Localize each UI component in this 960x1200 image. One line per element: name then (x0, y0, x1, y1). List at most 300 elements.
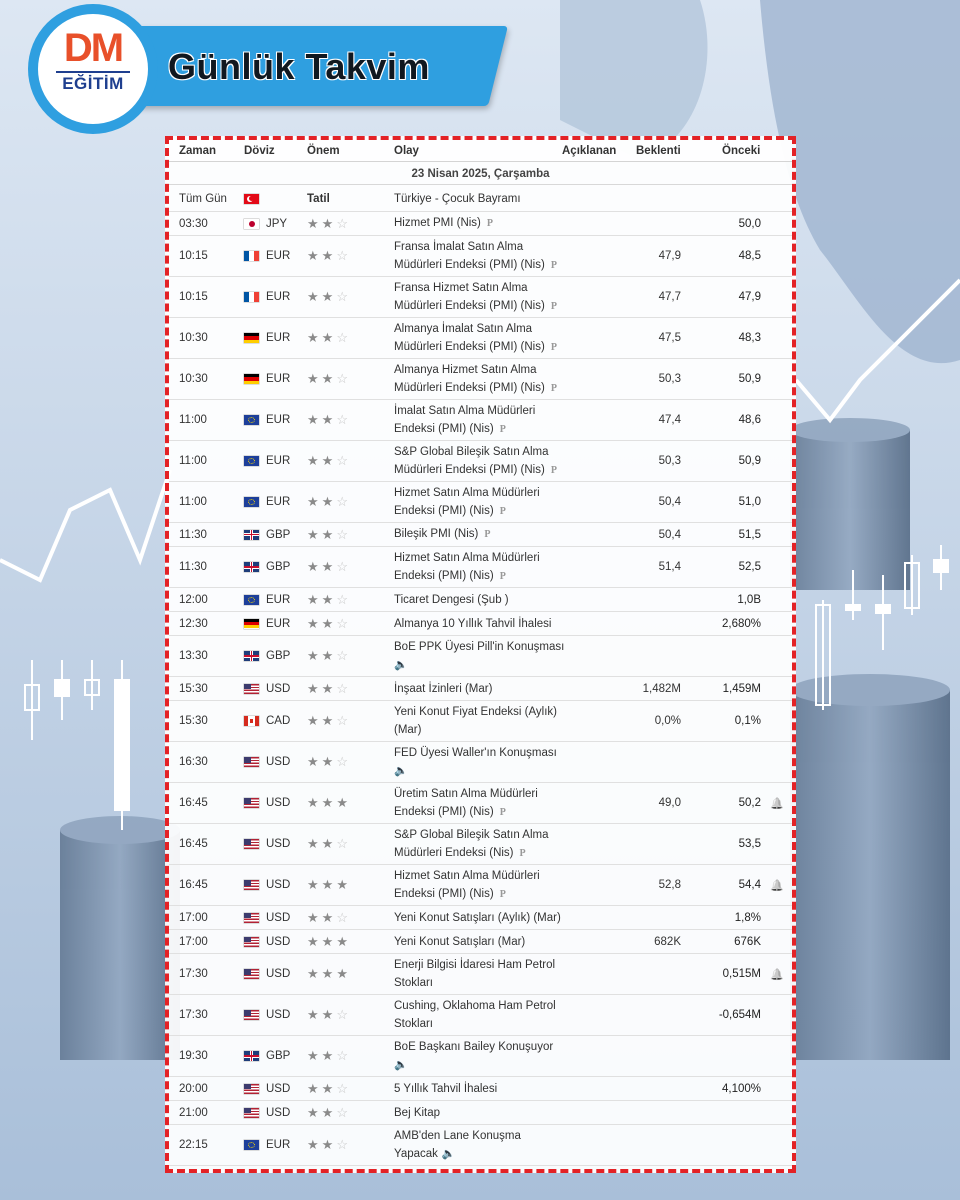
row-previous: 1,0B (737, 593, 761, 606)
row-event[interactable] (394, 400, 569, 440)
flag-icon (244, 456, 259, 466)
star-icon: ★ (321, 215, 334, 231)
event-text[interactable]: Bej Kitap (394, 1106, 441, 1119)
calendar-row[interactable] (169, 236, 792, 277)
row-currency: EUR (266, 332, 291, 344)
flag-icon (244, 757, 259, 767)
row-time: Tüm Gün (179, 192, 227, 205)
star-icon: ★ (321, 795, 334, 810)
country-flag-icon (244, 186, 264, 211)
row-event[interactable] (394, 359, 569, 399)
event-text[interactable]: İnşaat İzinleri (Mar) (394, 682, 493, 695)
star-icon: ☆ (336, 330, 348, 345)
star-icon: ★ (321, 1137, 334, 1152)
row-currency: EUR (266, 291, 291, 303)
event-text[interactable]: Müdürleri Endeksi (Nis) P (394, 846, 526, 859)
event-text[interactable]: Yeni Konut Satışları (Mar) (394, 935, 526, 948)
row-time: 15:30 (179, 715, 208, 727)
row-currency: JPY (266, 217, 288, 230)
calendar-row[interactable] (169, 636, 792, 677)
row-time: 17:00 (179, 935, 208, 948)
row-previous: 2,680% (721, 617, 761, 630)
calendar-row[interactable] (169, 701, 792, 742)
row-event[interactable] (394, 1101, 569, 1124)
row-time: 16:30 (179, 756, 208, 768)
calendar-row[interactable] (169, 588, 792, 612)
row-time: 16:45 (179, 879, 208, 891)
event-text[interactable]: Stokları (394, 977, 433, 989)
preliminary-tag: P (484, 529, 491, 540)
row-event[interactable] (394, 701, 569, 741)
calendar-row[interactable] (169, 865, 792, 906)
star-icon: ★ (307, 559, 319, 574)
event-text[interactable]: Türkiye - Çocuk Bayramı (394, 192, 521, 205)
event-text[interactable]: BoE Başkanı Bailey Konuşuyor (394, 1041, 554, 1053)
star-icon: ☆ (336, 248, 348, 263)
importance-stars (307, 930, 377, 953)
calendar-row[interactable] (169, 783, 792, 824)
row-actual (559, 930, 619, 953)
importance-stars (307, 636, 377, 676)
row-time: 11:30 (179, 561, 207, 573)
star-icon: ★ (307, 648, 319, 663)
importance-stars (307, 906, 377, 929)
calendar-row[interactable] (169, 212, 792, 236)
row-time: 17:30 (179, 968, 208, 980)
flag-icon (244, 1051, 259, 1061)
event-text[interactable]: Müdürleri Endeksi (PMI) (Nis) P (394, 258, 557, 271)
country-flag-icon (244, 277, 264, 317)
flag-icon (244, 798, 259, 808)
calendar-row[interactable] (169, 954, 792, 995)
star-icon: ★ (321, 1007, 334, 1022)
calendar-row[interactable] (169, 612, 792, 636)
calendar-row[interactable] (169, 995, 792, 1036)
col-expected-header[interactable]: Beklenti (636, 145, 681, 157)
event-text[interactable]: Müdürleri Endeksi (PMI) (Nis) P (394, 381, 557, 394)
row-event[interactable] (394, 523, 569, 546)
row-actual (559, 1125, 619, 1165)
row-currency: CAD (266, 715, 291, 727)
star-icon: ★ (307, 289, 319, 304)
star-icon: ☆ (336, 1080, 348, 1096)
row-expected (619, 186, 681, 211)
row-time: 21:00 (179, 1106, 208, 1119)
calendar-row[interactable] (169, 482, 792, 523)
row-time: 11:30 (179, 528, 207, 541)
calendar-row[interactable] (169, 824, 792, 865)
row-previous: 53,5 (738, 838, 761, 850)
row-event[interactable] (394, 865, 569, 905)
col-time-header[interactable]: Zaman (179, 145, 217, 157)
row-previous: 1,8% (734, 911, 761, 924)
star-icon: ★ (307, 526, 319, 542)
row-time: 16:45 (179, 838, 208, 850)
flag-icon (244, 595, 259, 605)
row-event[interactable] (394, 677, 569, 700)
event-text[interactable]: Endeksi (PMI) (Nis) P (394, 422, 506, 435)
importance-stars (307, 783, 377, 823)
star-icon: ★ (321, 680, 334, 696)
calendar-row[interactable] (169, 930, 792, 954)
star-icon: ★ (321, 526, 334, 542)
event-text[interactable]: Yapacak 🔈 (394, 1148, 456, 1160)
importance-stars (307, 482, 377, 522)
star-icon: ★ (307, 836, 319, 851)
star-icon: ★ (321, 909, 334, 925)
preliminary-tag: P (519, 847, 526, 859)
importance-stars (307, 677, 377, 700)
star-icon: ☆ (336, 680, 348, 696)
star-icon: ★ (307, 248, 319, 263)
flag-icon (244, 292, 259, 302)
row-event[interactable] (394, 212, 569, 235)
star-icon: ★ (307, 330, 319, 345)
row-event[interactable] (394, 1036, 569, 1076)
event-text[interactable]: Almanya 10 Yıllık Tahvil İhalesi (394, 617, 552, 630)
event-text[interactable]: BoE PPK Üyesi Pill'in Konuşması (394, 641, 565, 653)
star-icon: ★ (321, 494, 334, 509)
event-text[interactable]: Endeksi (PMI) (Nis) P (394, 569, 506, 582)
col-importance-header[interactable]: Önem (307, 145, 340, 157)
importance-stars (307, 441, 377, 481)
event-text[interactable]: S&P Global Bileşik Satın Alma (394, 828, 549, 841)
row-expected (619, 742, 681, 782)
flag-icon (244, 619, 259, 629)
row-event[interactable] (394, 824, 569, 864)
star-icon: ☆ (336, 1048, 348, 1063)
country-flag-icon (244, 995, 264, 1035)
flag-icon (244, 219, 259, 229)
row-actual (559, 995, 619, 1035)
row-previous: 50,0 (738, 217, 761, 230)
event-text[interactable]: (Mar) (394, 724, 422, 736)
col-currency-header[interactable]: Döviz (244, 145, 275, 157)
row-event[interactable] (394, 277, 569, 317)
star-icon: ☆ (336, 713, 348, 728)
row-expected: 47,4 (658, 414, 681, 426)
economic-calendar (165, 136, 796, 1173)
row-expected: 49,0 (658, 797, 681, 809)
flag-icon (244, 913, 259, 923)
star-icon: ★ (321, 1080, 334, 1096)
row-expected: 50,3 (658, 373, 681, 385)
event-text[interactable]: Müdürleri Endeksi (PMI) (Nis) P (394, 463, 557, 476)
row-currency: GBP (266, 528, 291, 541)
row-previous: 48,6 (738, 414, 761, 426)
calendar-row[interactable] (169, 523, 792, 547)
calendar-row[interactable] (169, 1125, 792, 1166)
importance-stars (307, 1036, 377, 1076)
row-event[interactable] (394, 1077, 569, 1100)
row-currency: EUR (266, 617, 291, 630)
logo (28, 4, 158, 134)
row-currency: USD (266, 935, 291, 948)
row-event[interactable] (394, 930, 569, 953)
calendar-row[interactable] (169, 547, 792, 588)
row-event[interactable] (394, 318, 569, 358)
row-actual (559, 906, 619, 929)
row-currency: USD (266, 968, 291, 980)
row-previous: 54,4 (738, 879, 761, 891)
event-text[interactable]: Yeni Konut Satışları (Aylık) (Mar) (394, 911, 561, 924)
row-actual (559, 612, 619, 635)
country-flag-icon (244, 441, 264, 481)
star-icon: ★ (321, 648, 334, 663)
row-actual (559, 636, 619, 676)
flag-icon (244, 562, 259, 572)
importance-stars (307, 318, 377, 358)
star-icon: ★ (307, 909, 319, 925)
event-text[interactable]: Hizmet PMI (Nis) P (394, 217, 493, 229)
header-badge (28, 4, 488, 134)
star-icon: ★ (307, 453, 319, 468)
star-icon: ☆ (336, 215, 348, 231)
row-actual (559, 186, 619, 211)
star-icon: ☆ (336, 453, 348, 468)
row-event[interactable] (394, 482, 569, 522)
country-flag-icon (244, 701, 264, 741)
calendar-row[interactable] (169, 677, 792, 701)
page-title: Günlük Takvim (168, 46, 430, 87)
preliminary-tag: P (486, 218, 493, 229)
row-event[interactable] (394, 547, 569, 587)
star-icon: ★ (336, 966, 348, 981)
row-expected (619, 824, 681, 864)
row-expected: 52,8 (658, 879, 681, 891)
event-text[interactable]: Hizmet Satın Alma Müdürleri (394, 486, 540, 499)
flag-icon (244, 880, 259, 890)
star-icon: ★ (321, 1048, 334, 1063)
star-icon: ★ (321, 371, 334, 386)
row-actual (559, 318, 619, 358)
bell-icon[interactable]: 🔔 (770, 968, 784, 981)
row-actual (559, 441, 619, 481)
col-actual-header[interactable]: Açıklanan (562, 145, 617, 157)
logo-main-text: DM (63, 26, 123, 70)
row-time: 12:00 (179, 593, 208, 606)
row-time: 03:30 (179, 217, 208, 230)
row-currency: USD (266, 1106, 291, 1119)
star-icon: ★ (307, 591, 319, 607)
bell-icon[interactable]: 🔔 (770, 879, 784, 892)
star-icon: ★ (307, 795, 319, 810)
row-time: 10:15 (179, 291, 208, 303)
calendar-row[interactable] (169, 1101, 792, 1125)
row-time: 10:15 (179, 250, 208, 262)
event-text[interactable]: Bileşik PMI (Nis) P (394, 528, 491, 540)
row-event[interactable] (394, 186, 569, 211)
bell-icon[interactable]: 🔔 (770, 797, 784, 810)
row-event[interactable] (394, 588, 569, 611)
star-icon: ★ (321, 248, 334, 263)
event-text[interactable]: 5 Yıllık Tahvil İhalesi (394, 1082, 498, 1095)
calendar-row[interactable] (169, 359, 792, 400)
row-currency: EUR (266, 373, 291, 385)
star-icon: ☆ (336, 494, 348, 509)
row-actual (559, 588, 619, 611)
event-text[interactable]: Müdürleri Endeksi (PMI) (Nis) P (394, 340, 557, 353)
star-icon: ★ (307, 933, 319, 949)
row-currency: USD (266, 797, 291, 809)
country-flag-icon (244, 547, 264, 587)
row-event[interactable] (394, 906, 569, 929)
country-flag-icon (244, 742, 264, 782)
event-text[interactable]: Ticaret Dengesi (Şub ) (394, 593, 509, 606)
row-time: 10:30 (179, 332, 208, 344)
row-previous: 51,5 (738, 528, 761, 541)
event-text[interactable]: Endeksi (PMI) (Nis) P (394, 887, 506, 900)
row-currency: EUR (266, 414, 291, 426)
flag-icon (244, 415, 259, 425)
row-currency: EUR (266, 1139, 291, 1151)
row-currency: EUR (266, 455, 291, 467)
event-text[interactable]: Endeksi (PMI) (Nis) P (394, 504, 506, 517)
country-flag-icon (244, 930, 264, 953)
star-icon: ★ (307, 754, 319, 769)
calendar-row[interactable] (169, 277, 792, 318)
star-icon: ★ (321, 754, 334, 769)
row-expected: 50,4 (658, 528, 681, 541)
event-text[interactable]: Fransa Hizmet Satın Alma (394, 281, 528, 294)
row-actual (559, 824, 619, 864)
star-icon: ☆ (336, 754, 348, 769)
star-icon: ★ (321, 559, 334, 574)
calendar-row[interactable] (169, 318, 792, 359)
star-icon: ★ (321, 453, 334, 468)
row-actual (559, 236, 619, 276)
calendar-row[interactable] (169, 1036, 792, 1077)
star-icon: ★ (307, 877, 319, 892)
event-text[interactable]: Cushing, Oklahoma Ham Petrol (394, 1000, 556, 1012)
event-text[interactable]: Almanya Hizmet Satın Alma (394, 363, 537, 376)
row-previous: 50,9 (738, 373, 761, 385)
importance-stars (307, 954, 377, 994)
flag-icon (244, 374, 259, 384)
calendar-row[interactable] (169, 742, 792, 783)
star-icon: ★ (307, 1080, 319, 1096)
row-currency: USD (266, 838, 291, 850)
star-icon: ☆ (336, 615, 348, 631)
preliminary-tag: P (550, 259, 557, 271)
row-expected: 47,7 (658, 291, 681, 303)
logo-sub-text: EĞİTİM (62, 74, 124, 93)
row-actual (559, 701, 619, 741)
calendar-row[interactable] (169, 441, 792, 482)
row-time: 19:30 (179, 1050, 208, 1062)
event-text[interactable]: Stokları (394, 1018, 433, 1030)
country-flag-icon (244, 523, 264, 546)
row-event[interactable] (394, 1125, 569, 1165)
flag-icon (244, 1140, 259, 1150)
speaker-icon: 🔈 (441, 1148, 456, 1160)
row-event[interactable] (394, 742, 569, 782)
event-text[interactable]: Yeni Konut Fiyat Endeksi (Aylık) (394, 706, 557, 718)
calendar-row[interactable] (169, 400, 792, 441)
country-flag-icon (244, 1125, 264, 1165)
star-icon: ★ (307, 1137, 319, 1152)
row-currency: USD (266, 911, 291, 924)
event-text[interactable]: S&P Global Bileşik Satın Alma (394, 445, 549, 458)
star-icon: ☆ (336, 836, 348, 851)
row-currency: USD (266, 879, 291, 891)
row-event[interactable] (394, 441, 569, 481)
col-previous-header[interactable]: Önceki (722, 145, 761, 157)
row-event[interactable] (394, 236, 569, 276)
event-text[interactable]: FED Üyesi Waller'ın Konuşması (394, 747, 557, 759)
speaker-icon: 🔈 (394, 765, 408, 777)
calendar-row[interactable] (169, 1077, 792, 1101)
event-text[interactable]: Hizmet Satın Alma Müdürleri (394, 551, 540, 564)
event-text[interactable]: İmalat Satın Alma Müdürleri (394, 404, 536, 417)
star-icon: ★ (307, 1007, 319, 1022)
star-icon: ☆ (336, 526, 348, 542)
star-icon: ★ (307, 215, 319, 231)
star-icon: ★ (307, 713, 319, 728)
country-flag-icon (244, 1101, 264, 1124)
row-event[interactable] (394, 612, 569, 635)
row-time: 20:00 (179, 1082, 208, 1095)
flag-icon (244, 497, 259, 507)
calendar-row[interactable] (169, 906, 792, 930)
event-text[interactable]: Müdürleri Endeksi (PMI) (Nis) P (394, 299, 557, 312)
calendar-row[interactable] (169, 186, 792, 212)
event-text[interactable]: Almanya İmalat Satın Alma (394, 322, 533, 335)
row-event[interactable] (394, 954, 569, 994)
flag-icon (244, 684, 259, 694)
row-expected: 0,0% (654, 715, 681, 727)
event-text[interactable]: AMB'den Lane Konuşma (394, 1130, 521, 1142)
flag-icon (244, 333, 259, 343)
star-icon: ★ (307, 412, 319, 427)
event-text[interactable]: Enerji Bilgisi İdaresi Ham Petrol (394, 959, 556, 971)
row-previous: 50,2 (738, 797, 761, 809)
row-actual (559, 742, 619, 782)
row-previous: 52,5 (738, 561, 761, 573)
star-icon: ★ (307, 1104, 319, 1120)
preliminary-tag: P (550, 382, 557, 394)
star-icon: ★ (321, 877, 334, 892)
star-icon: ★ (336, 877, 348, 892)
preliminary-tag: P (550, 341, 557, 353)
flag-icon (244, 839, 259, 849)
star-icon: ★ (307, 966, 319, 981)
row-expected: 50,3 (658, 455, 681, 467)
country-flag-icon (244, 482, 264, 522)
row-previous: 51,0 (738, 496, 761, 508)
row-currency: GBP (266, 650, 291, 662)
row-expected (619, 954, 681, 994)
event-text[interactable]: Fransa İmalat Satın Alma (394, 240, 524, 253)
row-actual (559, 359, 619, 399)
country-flag-icon (244, 783, 264, 823)
coin-stack-left (60, 816, 180, 1060)
country-flag-icon (244, 865, 264, 905)
row-expected: 47,5 (658, 332, 681, 344)
star-icon: ☆ (336, 1007, 348, 1022)
row-event[interactable] (394, 995, 569, 1035)
star-icon: ★ (336, 933, 348, 949)
event-text[interactable]: Hizmet Satın Alma Müdürleri (394, 869, 540, 882)
row-previous (689, 636, 761, 676)
star-icon: ☆ (336, 909, 348, 925)
event-text[interactable]: Üretim Satın Alma Müdürleri (394, 787, 538, 800)
row-event[interactable] (394, 636, 569, 676)
col-event-header[interactable]: Olay (394, 145, 419, 157)
row-event[interactable] (394, 783, 569, 823)
row-actual (559, 1077, 619, 1100)
event-text[interactable]: Endeksi (PMI) (Nis) P (394, 805, 506, 818)
